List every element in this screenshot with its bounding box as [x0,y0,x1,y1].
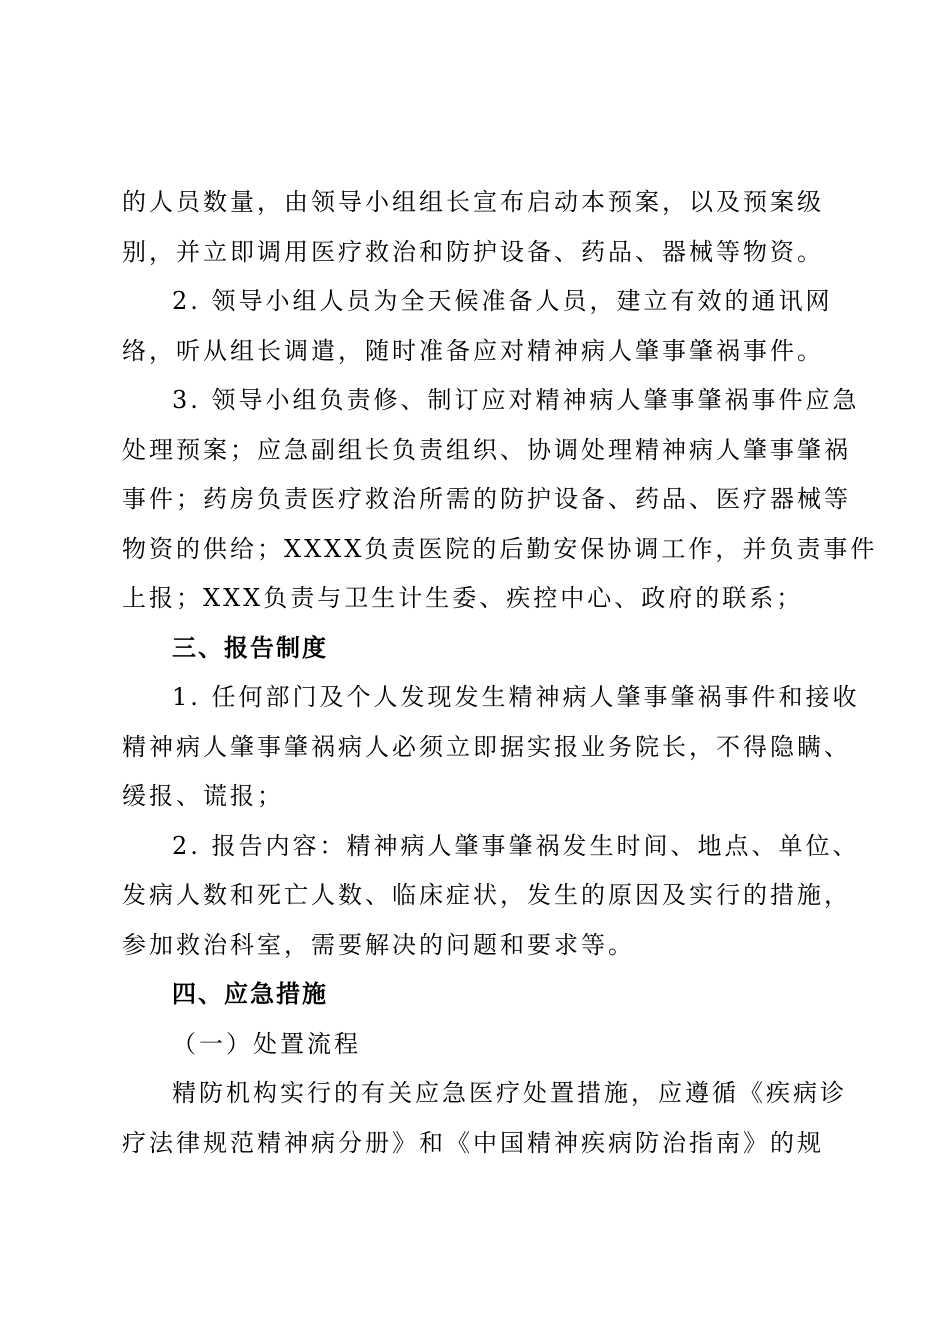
body-line: 发病人数和死亡人数、临床症状，发生的原因及实行的措施， [122,881,851,909]
document-body [122,178,878,1168]
body-line: 2. 报告内容：精神病人肇事肇祸发生时间、地点、单位、 [172,831,860,860]
body-line: 的人员数量，由领导小组组长宣布启动本预案，以及预案级 [122,188,824,216]
body-line: 物资的供给；XXXX负责医院的后勤安保协调工作，并负责事件 [122,534,878,563]
body-line: 疗法律规范精神病分册》和《中国精神疾病防治指南》的规 [122,1128,824,1157]
body-line: 2. 领导小组人员为全天候准备人员，建立有效的通讯网 [172,287,833,315]
subsection-heading-procedure: （一）处置流程 [172,1029,361,1058]
body-line: 别，并立即调用医疗救治和防护设备、药品、器械等物资。 [122,237,824,266]
body-line: 3. 领导小组负责修、制订应对精神病人肇事肇祸事件应急 [172,386,860,414]
body-line: 精神病人肇事肇祸病人必须立即据实报业务院长，不得隐瞒、 [122,732,851,761]
body-line: 参加救治科室，需要解决的问题和要求等。 [122,930,635,959]
body-line: 缓报、谎报； [122,782,284,810]
body-line: 上报；XXX负责与卫生计生委、疾控中心、政府的联系； [122,584,804,612]
section-heading-report-system: 三、报告制度 [172,633,328,662]
body-line: 络，听从组长调遣，随时准备应对精神病人肇事肇祸事件。 [122,336,824,365]
body-line: 1. 任何部门及个人发现发生精神病人肇事肇祸事件和接收 [172,683,860,711]
section-heading-emergency-measures: 四、应急措施 [172,980,328,1008]
body-line: 事件；药房负责医疗救治所需的防护设备、药品、医疗器械等 [122,485,851,513]
body-line: 处理预案；应急副组长负责组织、协调处理精神病人肇事肇祸 [122,435,851,464]
body-line: 精防机构实行的有关应急医疗处置措施，应遵循《疾病诊 [172,1079,847,1107]
